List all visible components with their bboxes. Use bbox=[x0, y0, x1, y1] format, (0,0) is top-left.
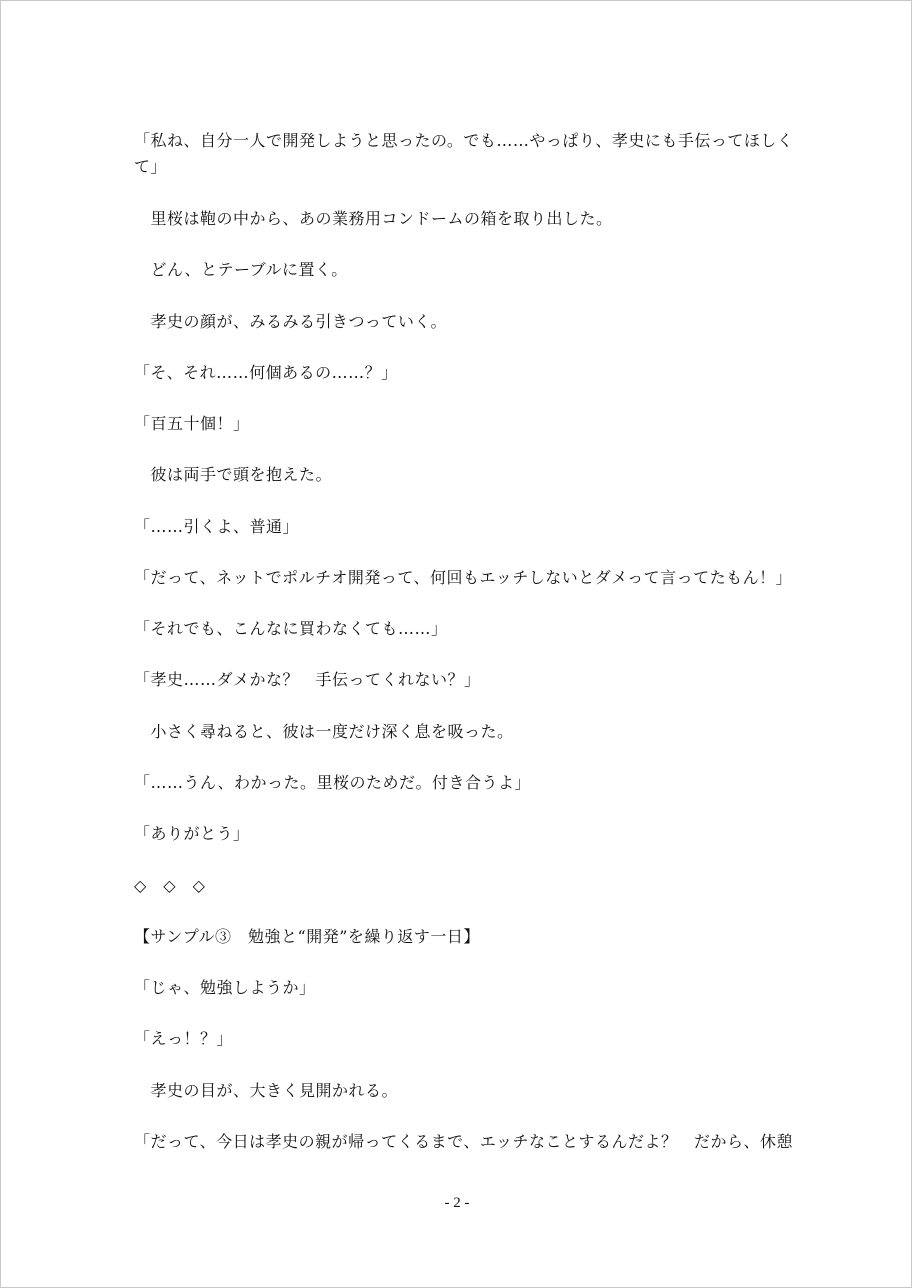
paragraph-13: 「……うん、わかった。里桜のためだ。付き合うよ」 bbox=[134, 773, 531, 792]
paragraph-5: 「そ、それ……何個あるの……？」 bbox=[134, 363, 398, 382]
paragraph-2: 里桜は鞄の中から、あの業務用コンドームの箱を取り出した。 bbox=[134, 209, 613, 228]
section-heading: 【サンプル③ 勉強と“開発”を繰り返す一日】 bbox=[134, 927, 480, 946]
paragraph-10: 「それでも、こんなに買わなくても……」 bbox=[134, 619, 448, 638]
scene-break: ◇ ◇ ◇ bbox=[134, 876, 206, 895]
paragraph-6: 「百五十個！」 bbox=[134, 414, 250, 433]
paragraph-19: 孝史の目が、大きく見開かれる。 bbox=[134, 1081, 399, 1100]
paragraph-11: 「孝史……ダメかな？ 手伝ってくれない？」 bbox=[134, 670, 481, 689]
paragraph-3: どん、とテーブルに置く。 bbox=[134, 260, 348, 279]
paragraph-7: 彼は両手で頭を抱えた。 bbox=[134, 465, 333, 484]
paragraph-4: 孝史の顔が、みるみる引きつっていく。 bbox=[134, 312, 448, 331]
paragraph-1: 「私ね、自分一人で開発しようと思ったの。でも……やっぱり、孝史にも手伝ってほしくて」 bbox=[134, 131, 794, 176]
paragraph-17: 「じゃ、勉強しようか」 bbox=[134, 978, 316, 997]
paragraph-12: 小さく尋ねると、彼は一度だけ深く息を吸った。 bbox=[134, 722, 514, 741]
paragraph-14: 「ありがとう」 bbox=[134, 824, 250, 843]
paragraph-8: 「……引くよ、普通」 bbox=[134, 517, 300, 536]
paragraph-18: 「えっ！？」 bbox=[134, 1029, 234, 1048]
paragraph-9: 「だって、ネットでポルチオ開発って、何回もエッチしないとダメって言ってたもん！」 bbox=[134, 568, 793, 587]
page-number: - 2 - bbox=[444, 1195, 470, 1211]
paragraph-20: 「だって、今日は孝史の親が帰ってくるまで、エッチなことするんだよ？ だから、休憩 bbox=[134, 1132, 794, 1151]
